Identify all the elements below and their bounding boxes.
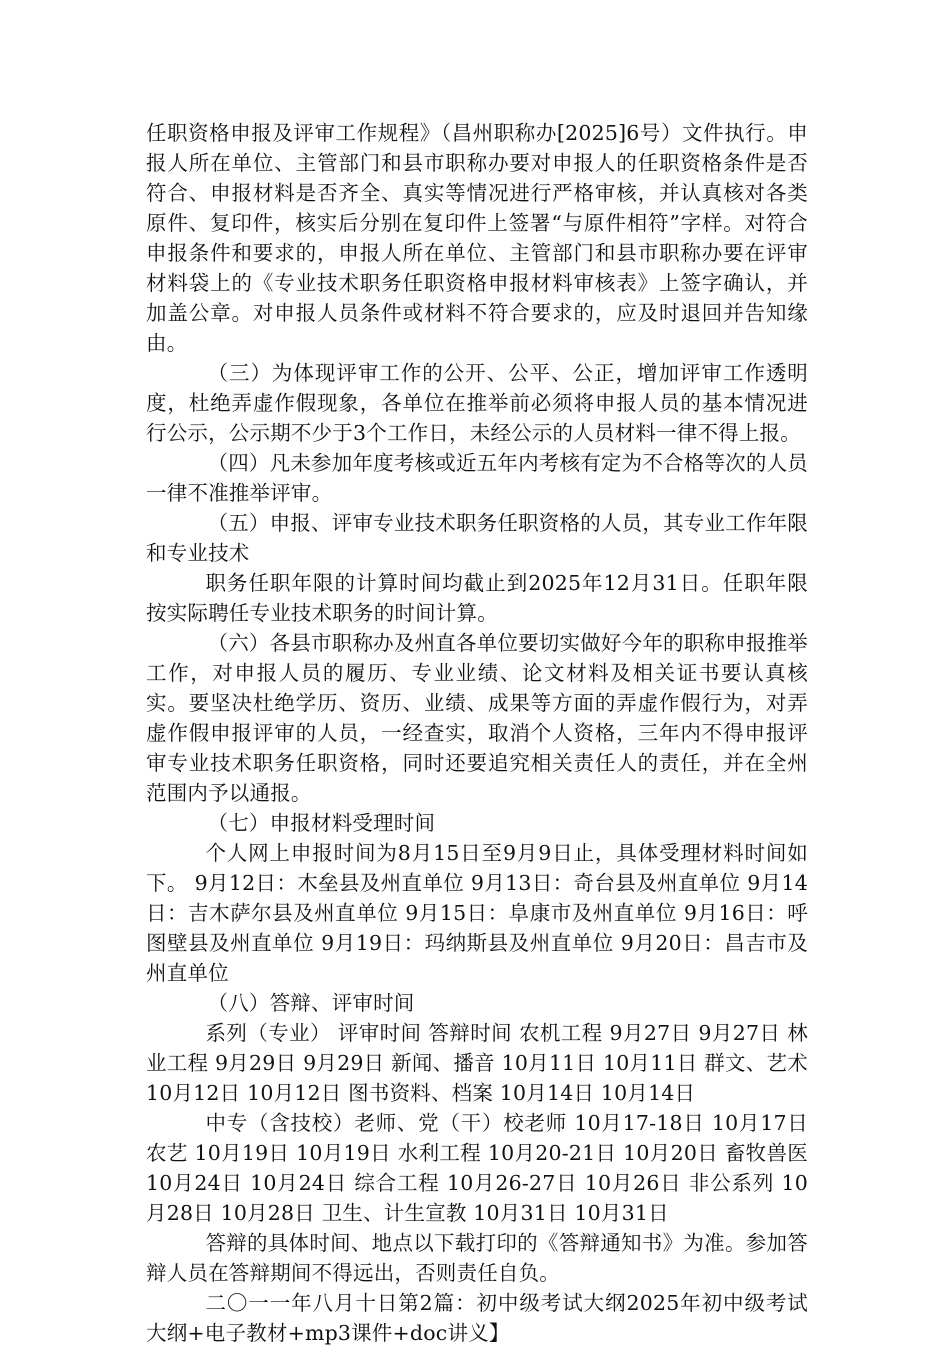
paragraph-defense-notice: 答辩的具体时间、地点以下载打印的《答辩通知书》为准。参加答辩人员在答辩期间不得远出，否则责任自负。 [146,1231,808,1285]
paragraph-item-7-heading: （七）申报材料受理时间 [207,811,436,835]
paragraph-item-5-years: （五）申报、评审专业技术职务任职资格的人员，其专业工作年限和专业技术 [146,511,808,565]
document-body [146,118,808,1348]
paragraph-years-calculation: 职务任职年限的计算时间均截止到2025年12月31日。任职年限按实际聘任专业技术职务的时间计算。 [146,571,808,625]
paragraph-application-schedule: 个人网上申报时间为8月15日至9月9日止，具体受理材料时间如下。 9月12日：木垒县及州直单位 9月13日：奇台县及州直单位 9月14日：吉木萨尔县及州直单位 9月15日：阜康市及州直单位 9月16日：呼图壁县及州直单位 9月19日：玛纳斯县及州直单位 9月20日：昌吉市及州直单位 [146,841,808,985]
paragraph-defense-schedule-2: 中专（含技校）老师、党（干）校老师 10月17-18日 10月17日 农艺 10月19日 10月19日 水利工程 10月20-21日 10月20日 畜牧兽医 10月24日 10月24日 综合工程 10月26-27日 10月26日 非公系列 10月28日 10月28日 卫生、计生宣教 10月31日 10月31日 [146,1111,808,1225]
paragraph-item-6-verification: （六）各县市职称办及州直各单位要切实做好今年的职称申报推举工作，对申报人员的履历、专业业绩、论文材料及相关证书要认真核实。要坚决杜绝学历、资历、业绩、成果等方面的弄虚作假行为，对弄虚作假申报评审的人员，一经查实，取消个人资格，三年内不得申报评审专业技术职务任职资格，同时还要追究相关责任人的责任，并在全州范围内予以通报。 [146,631,808,805]
paragraph-item-3-publicity: （三）为体现评审工作的公开、公平、公正，增加评审工作透明度，杜绝弄虚作假现象，各单位在推举前必须将申报人员的基本情况进行公示，公示期不少于3个工作日，未经公示的人员材料一律不得上报。 [146,361,808,445]
paragraph-procedure-review: 任职资格申报及评审工作规程》（昌州职称办[2025]6号）文件执行。申报人所在单位、主管部门和县市职称办要对申报人的任职资格条件是否符合、申报材料是否齐全、真实等情况进行严格审核，并认真核对各类原件、复印件，核实后分别在复印件上签署“与原件相符”字样。对符合申报条件和要求的，申报人所在单位、主管部门和县市职称办要在评审材料袋上的《专业技术职务任职资格申报材料审核表》上签字确认，并加盖公章。对申报人员条件或材料不符合要求的，应及时退回并告知缘由。 [146,121,808,355]
paragraph-item-4-assessment: （四）凡未参加年度考核或近五年内考核有定为不合格等次的人员一律不准推举评审。 [146,451,808,505]
paragraph-date-and-next-title: 二〇一一年八月十日第2篇：初中级考试大纲2025年初中级考试大纲+电子教材+mp3课件+doc讲义】 [146,1291,808,1345]
paragraph-defense-schedule-1: 系列（专业） 评审时间 答辩时间 农机工程 9月27日 9月27日 林业工程 9月29日 9月29日 新闻、播音 10月11日 10月11日 群文、艺术 10月12日 10月12日 图书资料、档案 10月14日 10月14日 [146,1021,808,1105]
paragraph-item-8-heading: （八）答辩、评审时间 [207,991,415,1015]
